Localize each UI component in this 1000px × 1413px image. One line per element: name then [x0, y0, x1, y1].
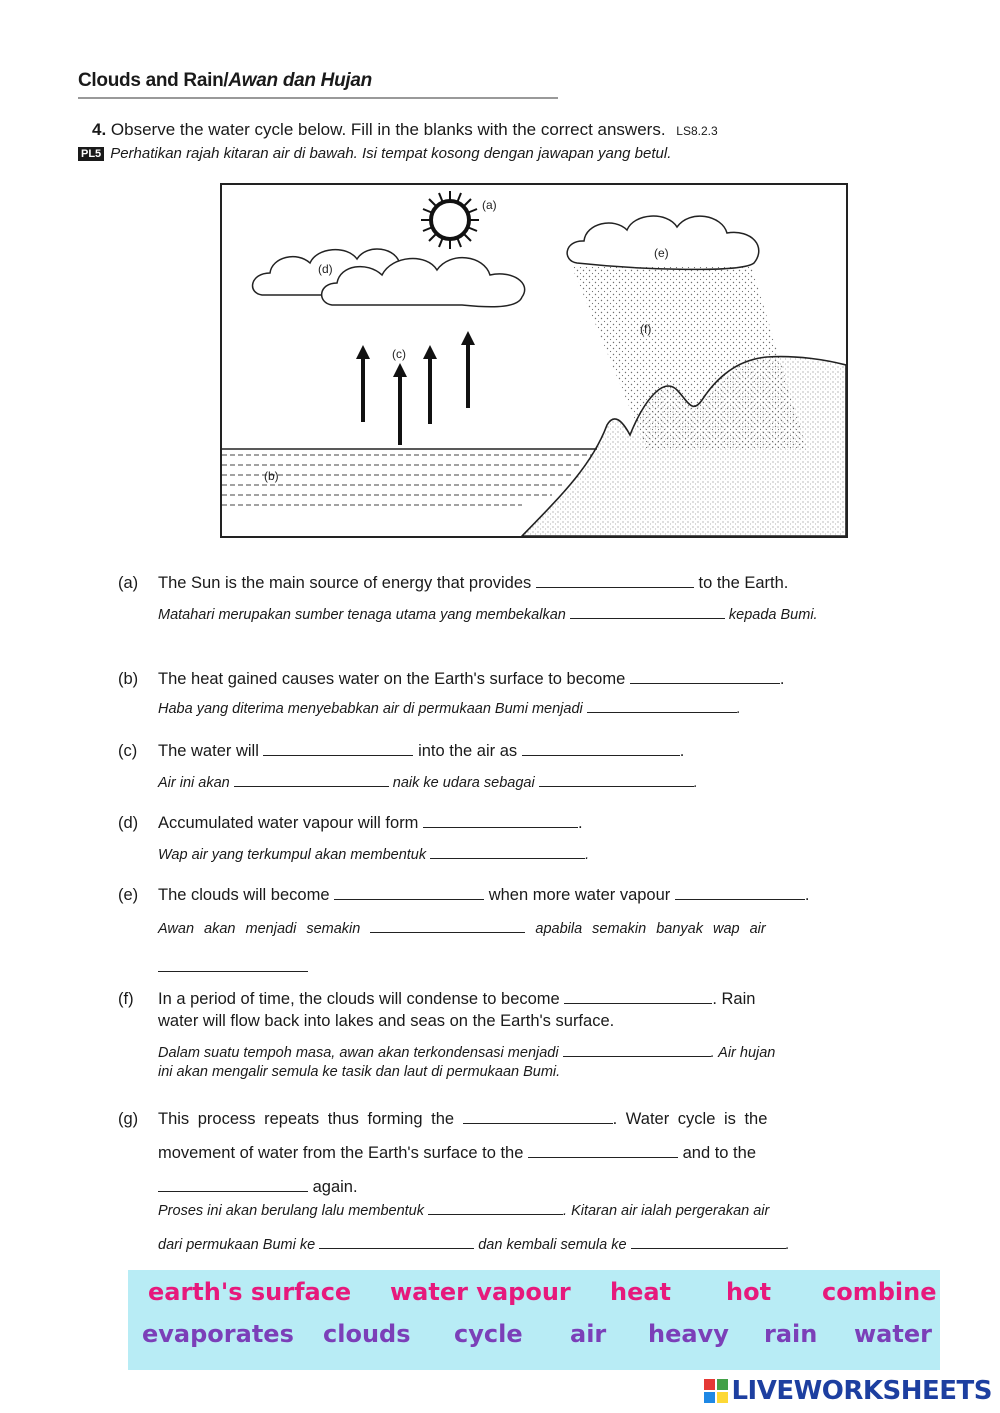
word-bank-row-2 [128, 1320, 940, 1360]
answer-blank[interactable] [234, 772, 389, 787]
answer-blank[interactable] [630, 669, 780, 684]
answer-blank[interactable] [570, 604, 725, 619]
word-option[interactable]: hot [726, 1278, 772, 1306]
learning-standard-code: LS8.2.3 [676, 124, 718, 138]
word-option[interactable]: cycle [454, 1320, 523, 1348]
answer-blank[interactable] [463, 1109, 613, 1124]
label-f: (f) [640, 322, 652, 336]
word-option[interactable]: evaporates [142, 1320, 294, 1348]
answer-blank[interactable] [675, 885, 805, 900]
answer-blank[interactable] [158, 1177, 308, 1192]
answer-blank[interactable] [370, 918, 525, 933]
cloud-e-icon [567, 216, 759, 269]
question-instruction-ms: PL5 Perhatikan rajah kitaran air di bawah. Isi tempat kosong dengan jawapan yang betul. [78, 145, 671, 162]
word-option[interactable]: combine [822, 1278, 937, 1306]
word-option[interactable]: clouds [323, 1320, 411, 1348]
word-option[interactable]: air [570, 1320, 607, 1348]
title-divider [78, 97, 558, 99]
word-bank [128, 1270, 940, 1370]
label-d: (d) [318, 262, 333, 276]
answer-blank[interactable] [564, 989, 712, 1004]
label-b: (b) [264, 469, 279, 483]
performance-level-badge: PL5 [78, 147, 104, 161]
word-option[interactable]: earth's surface [148, 1278, 352, 1306]
answer-blank[interactable] [430, 844, 585, 859]
word-option[interactable]: water vapour [390, 1278, 571, 1306]
answer-blank[interactable] [319, 1234, 474, 1249]
answer-blank[interactable] [536, 573, 694, 588]
cloud-d-icon [253, 249, 525, 307]
answer-blank[interactable] [563, 1042, 711, 1057]
sun-icon [421, 191, 479, 249]
answer-blank[interactable] [528, 1143, 678, 1158]
label-e: (e) [654, 246, 669, 260]
answer-blank[interactable] [423, 813, 578, 828]
word-option[interactable]: water [854, 1320, 932, 1348]
answer-blank[interactable] [158, 957, 308, 972]
evaporation-arrows [356, 331, 475, 445]
liveworksheets-logo-icon [703, 1378, 729, 1404]
label-c: (c) [392, 347, 406, 361]
label-a: (a) [482, 198, 497, 212]
answer-blank[interactable] [334, 885, 484, 900]
liveworksheets-logo[interactable] [703, 1373, 992, 1409]
answer-blank[interactable] [539, 772, 694, 787]
answer-blank[interactable] [631, 1234, 786, 1249]
answer-blank[interactable] [587, 698, 737, 713]
logo-text: LIVEWORKSHEETS [731, 1376, 992, 1406]
answer-blank[interactable] [522, 741, 680, 756]
worksheet-title: Clouds and Rain/Awan dan Hujan [78, 70, 372, 91]
answer-blank[interactable] [263, 741, 413, 756]
word-option[interactable]: heat [610, 1278, 672, 1306]
question-instruction-en: 4. Observe the water cycle below. Fill in the blanks with the correct answers. LS8.2.3 [92, 120, 718, 139]
word-option[interactable]: heavy [648, 1320, 729, 1348]
question-number: 4. [92, 120, 107, 139]
word-option[interactable]: rain [764, 1320, 818, 1348]
word-bank-row-1 [128, 1278, 940, 1318]
answer-blank[interactable] [428, 1200, 563, 1215]
water-cycle-diagram [220, 183, 848, 538]
